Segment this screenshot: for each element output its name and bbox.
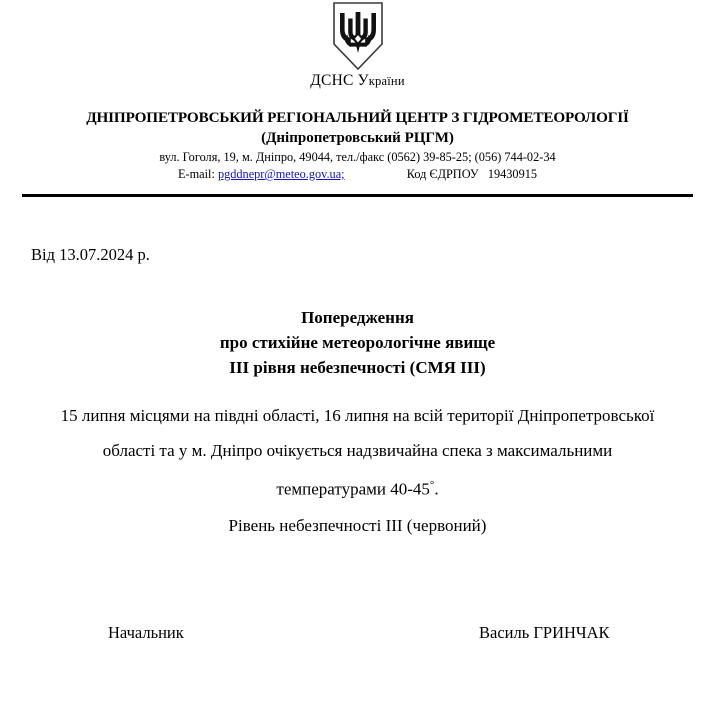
document-body: [0, 398, 715, 544]
body-line-3-text: температурами 40-45: [276, 479, 430, 499]
degree-symbol: °: [429, 479, 435, 491]
letterhead-subtitle: (Дніпропетровський РЦГМ): [261, 130, 454, 146]
letterhead-divider: [22, 194, 693, 197]
signatory-position: Начальник: [108, 623, 184, 642]
org-caption-rest: країни: [368, 74, 405, 88]
body-line-1: 15 липня місцями на півдні області, 16 липня на всій території Дніпропетровської: [60, 406, 655, 425]
signatory-name: Василь ГРИНЧАК: [479, 623, 610, 642]
emblem-container: [0, 2, 715, 70]
document-title-line-3: III рівня небезпечності (СМЯ III): [229, 358, 486, 377]
org-caption-main: ДСНС У: [310, 72, 369, 89]
edrpou-label: Код ЄДРПОУ: [406, 167, 479, 181]
document-date: Від 13.07.2024 р.: [31, 245, 150, 264]
email-link[interactable]: pgddnepr@meteo.gov.ua;: [217, 167, 345, 181]
ukraine-trident-shield-icon: [331, 2, 385, 70]
letterhead-contact-line: [0, 167, 715, 182]
email-label: E-mail:: [177, 167, 215, 181]
danger-level-line: Рівень небезпечності III (червоний): [228, 515, 487, 535]
body-line-2: області та у м. Дніпро очікується надзвичайна спека з максимальними: [102, 441, 613, 460]
edrpou-value: 19430915: [487, 167, 538, 181]
org-caption: [0, 72, 715, 90]
body-line-3: [0, 468, 715, 507]
letterhead-address: вул. Гоголя, 19, м. Дніпро, 49044, тел./факс (0562) 39-85-25; (056) 744-02-34: [159, 150, 556, 164]
document-title-line-1: Попередження: [301, 308, 414, 327]
letterhead-title: ДНІПРОПЕТРОВСЬКИЙ РЕГІОНАЛЬНИЙ ЦЕНТР З ГІДРОМЕТЕОРОЛОГІЇ: [86, 109, 629, 126]
body-line-3-end: .: [434, 479, 439, 499]
document-title-line-2: про стихійне метеорологічне явище: [219, 333, 496, 352]
signature-row: [0, 623, 715, 647]
document-title-block: [0, 305, 715, 380]
